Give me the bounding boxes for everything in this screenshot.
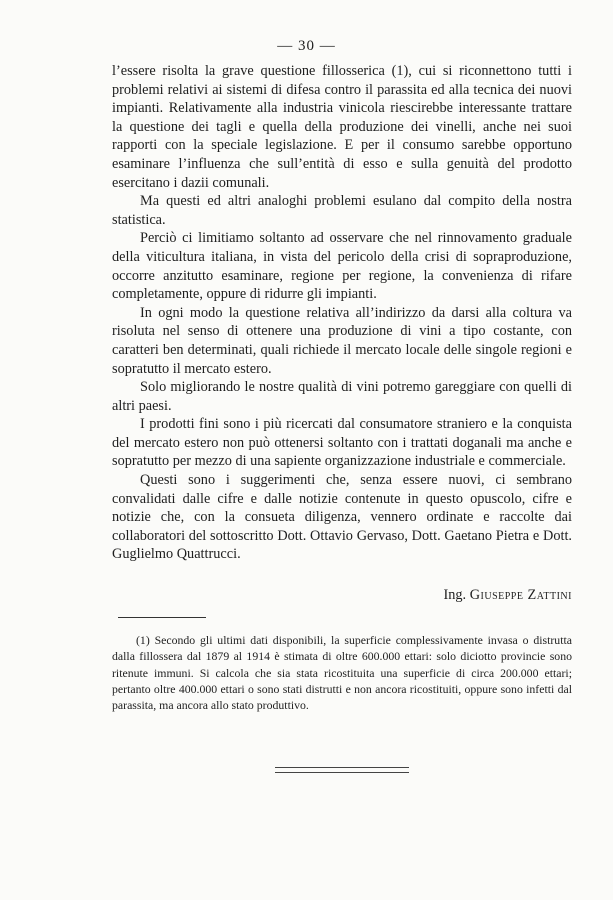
paragraph: Perciò ci limitiamo soltanto ad osservare che nel rinnovamento graduale della viticultura italiana, in vista del pericolo della crisi di sopraproduzione, occorre anzitutto esaminare, regione per regione, la convenienza di rifare completamente, oppure di ridurre gli impianti. <box>112 230 572 303</box>
footnote <box>112 632 572 713</box>
end-divider <box>275 767 409 768</box>
paragraph: Ma questi ed altri analoghi problemi esulano dal compito della nostra statistica. <box>112 193 572 228</box>
paragraph: In ogni modo la questione relativa all’indirizzo da darsi alla coltura va risoluta nel senso di ottenere una produzione di vini a tipo costante, con caratteri ben determinati, quali richiede il mercato locale delle singole regioni e sopratutto il mercato estero. <box>112 304 572 377</box>
paragraph: Questi sono i suggerimenti che, senza essere nuovi, ci sembrano convalidati dalle cifre e dalle notizie contenute in questo opuscolo, cifre e notizie che, con la consueta diligenza, vennero ordinate e raccolte dai collaboratori del sottoscritto Dott. Ottavio Gervaso, Dott. Gaetano Pietra e Dott. Guglielmo Quattrucci. <box>112 472 572 563</box>
body-text <box>112 62 572 564</box>
page-number: — 30 — <box>277 38 336 54</box>
end-divider <box>275 772 409 773</box>
paragraph: I prodotti fini sono i più ricercati dal consumatore straniero e la conquista del mercato estero non può ottenersi soltanto con i trattati doganali ma anche e sopratutto per mezzo di una sapiente organizzazione industriale e commerciale. <box>112 416 572 470</box>
paragraph: Solo migliorando le nostre qualità di vini potremo gareggiare con quelli di altri paesi. <box>112 379 572 414</box>
signature-title: Ing. <box>443 587 467 603</box>
signature <box>112 586 572 605</box>
footnote-text: (1) Secondo gli ultimi dati disponibili, la superficie complessivamente invasa o distrutta dalla fillossera dal 1879 al 1914 è stimata di oltre 600.000 ettari: solo diciotto provincie sono ritenute immuni. Si calcola che sia stata ricostituita una superficie di circa 200.000 ettari; pertanto oltre 400.000 ettari o sono stati distrutti e non ancora ricostituiti, oppure sono infetti dal parassita, ma ancora allo stato produttivo. <box>112 633 572 713</box>
signature-name: Giuseppe Zattini <box>469 587 572 603</box>
footnote-divider <box>118 617 206 618</box>
paragraph: l’essere risolta la grave questione fillosserica (1), cui si riconnettono tutti i problemi relativi ai sistemi di difesa contro il parassita ed alla tecnica dei nuovi impianti. Relativamente alla industria vinicola riescirebbe interessante trattare la questione dei tagli e quella della produzione dei vinelli, anche nei suoi rapporti con la speciale legislazione. E per il consumo sarebbe opportuno esaminare l’influenza che sull’entità di esso e sulla genuità del prodotto esercitano i dazii comunali. <box>112 63 572 191</box>
